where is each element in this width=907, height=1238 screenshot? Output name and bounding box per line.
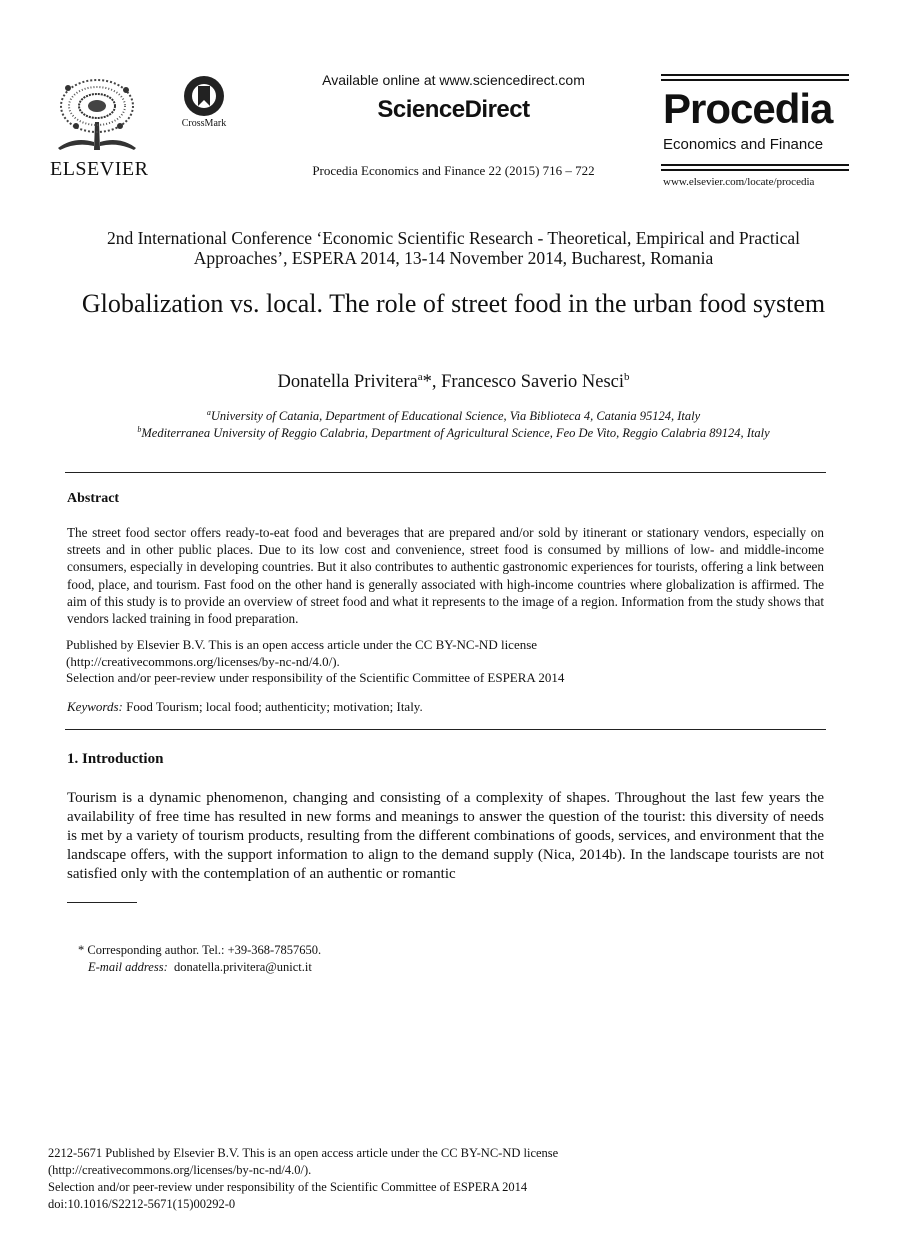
procedia-url-link[interactable]: www.elsevier.com/locate/procedia — [663, 176, 815, 188]
crossmark-label: CrossMark — [181, 118, 227, 129]
sciencedirect-logo: ScienceDirect — [377, 96, 530, 123]
journal-reference: Procedia Economics and Finance 22 (2015) 716 – 722 — [312, 163, 595, 178]
author-affil-mark: b — [624, 371, 630, 383]
available-online-text: Available online at www.sciencedirect.com — [322, 72, 585, 88]
paper-title: Globalization vs. local. The role of street food in the urban food system — [81, 289, 826, 318]
email-address[interactable]: donatella.privitera@unict.it — [174, 960, 312, 974]
affiliation — [0, 425, 907, 441]
keywords — [67, 699, 423, 715]
section-heading-introduction: 1. Introduction — [67, 751, 164, 767]
email-label: E-mail address: — [88, 960, 168, 974]
procedia-brand — [661, 74, 849, 192]
author-name: Francesco Saverio Nesci — [441, 372, 625, 393]
peer-review-statement: Selection and/or peer-review under responsibility of the Scientific Committee of ESPERA 2014 — [66, 670, 565, 685]
footnote-divider — [67, 902, 137, 903]
footer-issn-line: 2212-5671 Published by Elsevier B.V. This is an open access article under the CC BY-NC-ND license — [48, 1146, 559, 1160]
affiliation-mark: b — [137, 425, 142, 434]
elsevier-wordmark: ELSEVIER — [50, 158, 149, 180]
brand-rule — [661, 74, 849, 76]
footer-license-link[interactable]: (http://creativecommons.org/licenses/by-nc-nd/4.0/). — [48, 1163, 312, 1177]
author-name: Donatella Privitera — [277, 372, 418, 393]
section-divider — [65, 729, 826, 730]
author-affil-mark: a — [417, 371, 423, 383]
corresponding-author-note: * Corresponding author. Tel.: +39-368-7857650. — [78, 943, 322, 957]
affiliation-text: Mediterranea University of Reggio Calabria, Department of Agricultural Science, Feo De Vito, Reggio Calabria 89124, Italy — [141, 426, 770, 441]
procedia-subtitle: Economics and Finance — [663, 136, 824, 153]
abstract-body: The street food sector offers ready-to-eat food and beverages that are prepared and/or sold by itinerant or stationary vendors, especially on streets and in other public places. Due to its low cost and convenience, street food is consumed by millions of low- and middle-income consumers, especially in developing countries. But it also contributes to authentic gastronomic experiences for tourists, offering a link between food, place, and tourism. Fast food on the other hand is generally associated with high-income countries where globalization is affirmed. The aim of this study is to provide an overview of street food and what it represents to the image of a region. Information from the study shows that vendors lacked training in food preparation. — [67, 525, 824, 627]
abstract-heading: Abstract — [67, 491, 120, 506]
license-link[interactable]: (http://creativecommons.org/licenses/by-nc-nd/4.0/). — [66, 654, 340, 669]
affiliation — [0, 408, 907, 424]
brand-rule — [661, 164, 849, 166]
author-list: Donatella Privitera$^a$*, Francesco Saverio Nesci$^b$ — [277, 371, 630, 393]
footer-doi[interactable]: doi:10.1016/S2212-5671(15)00292-0 — [48, 1197, 236, 1211]
introduction-body: Tourism is a dynamic phenomenon, changing and consisting of a complexity of shapes. Throughout the last few years the availability of free time has resulted in new forms and meanings to answer the question of the tourist: this diversity of needs is met by a variety of tourism products, resulting from the different combinations of goods, services, and environment that the landscape offers, with the support information to align to the demand supply (Nica, 2014b). In the landscape tourists are not satisfied only with the contemplation of an authentic or romantic — [67, 790, 824, 882]
footer-peer-review: Selection and/or peer-review under responsibility of the Scientific Committee of ESPERA 2014 — [48, 1180, 528, 1194]
email-note — [88, 960, 312, 975]
keywords-label: Keywords: — [67, 699, 123, 714]
license-statement: Published by Elsevier B.V. This is an open access article under the CC BY-NC-ND license — [66, 637, 538, 652]
brand-rule — [661, 169, 849, 171]
conference-name: 2nd International Conference ‘Economic Scientific Research - Theoretical, Empirical and Practical Approaches’, ESPERA 2014, 13-14 November 2014, Bucharest, Romania — [106, 228, 801, 268]
affiliation-mark: a — [206, 408, 211, 417]
corresponding-mark: * — [422, 372, 432, 393]
brand-rule — [661, 79, 849, 81]
procedia-title: Procedia — [663, 85, 833, 132]
affiliation-text: University of Catania, Department of Educational Science, Via Biblioteca 4, Catania 95124, Italy — [210, 409, 701, 424]
section-divider — [65, 472, 826, 473]
keywords-list: Food Tourism; local food; authenticity; motivation; Italy. — [126, 699, 423, 714]
